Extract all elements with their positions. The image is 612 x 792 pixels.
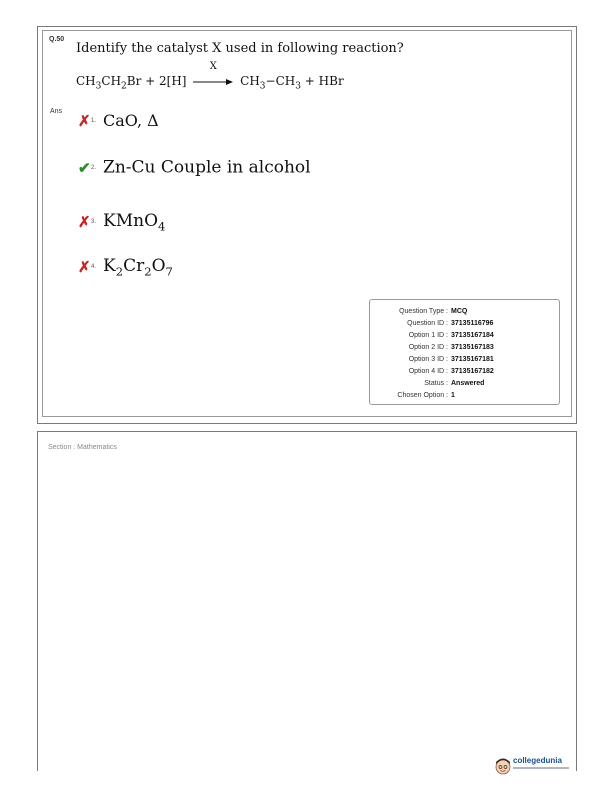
info-option-1-id: Option 1 ID : 37135167184: [408, 332, 494, 339]
info-question-id: Question ID : 37135116796: [407, 320, 494, 327]
info-chosen-option: Chosen Option : 1: [397, 392, 455, 399]
info-option-4-id: Option 4 ID : 37135167182: [408, 368, 494, 375]
check-icon: ✔: [78, 158, 91, 177]
option-2[interactable]: ✔2. Zn-Cu Couple in alcohol: [78, 157, 311, 178]
catalyst-label: X: [209, 60, 217, 72]
info-option-3-id: Option 3 ID : 37135167181: [408, 356, 494, 363]
info-question-type: Question Type : MCQ: [399, 308, 468, 315]
reactant: $CH_3CH_2Br + 2[H]$: [76, 74, 187, 92]
question-number: Q.50: [49, 36, 65, 43]
cross-icon: ✗: [78, 111, 91, 130]
logo-tagline-bar: [513, 767, 569, 769]
cross-icon: ✗: [78, 258, 91, 277]
info-status: Status : Answered: [424, 380, 485, 387]
option-3-text: KMnO$_4$: [103, 211, 166, 234]
section-label: Section : Mathematics: [48, 444, 117, 451]
info-option-2-id: Option 2 ID : 37135167183: [408, 344, 494, 351]
product: $CH_3-CH_3$ + HBr: [240, 74, 344, 92]
answer-label: Ans: [50, 108, 63, 115]
reaction-arrow: [192, 60, 234, 89]
section-panel: [37, 431, 577, 771]
option-4[interactable]: ✗4. $K_2Cr_2O_7$: [78, 256, 173, 279]
mascot-icon: [494, 756, 512, 776]
question-info-box: [369, 299, 560, 405]
reaction-equation: [76, 60, 344, 92]
arrow-icon: [192, 75, 234, 89]
option-3[interactable]: ✗3. KMnO$_4$: [78, 211, 166, 234]
logo-text: collegedunia: [513, 756, 562, 765]
option-4-text: $K_2Cr_2O_7$: [103, 256, 173, 279]
question-text: Identify the catalyst X used in following reaction?: [76, 41, 404, 56]
cross-icon: ✗: [78, 213, 91, 232]
option-2-text: Zn-Cu Couple in alcohol: [103, 157, 311, 178]
option-1-text: CaO, Δ: [103, 111, 159, 130]
option-1[interactable]: ✗1. CaO, Δ: [78, 111, 159, 130]
collegedunia-logo: [494, 754, 574, 780]
